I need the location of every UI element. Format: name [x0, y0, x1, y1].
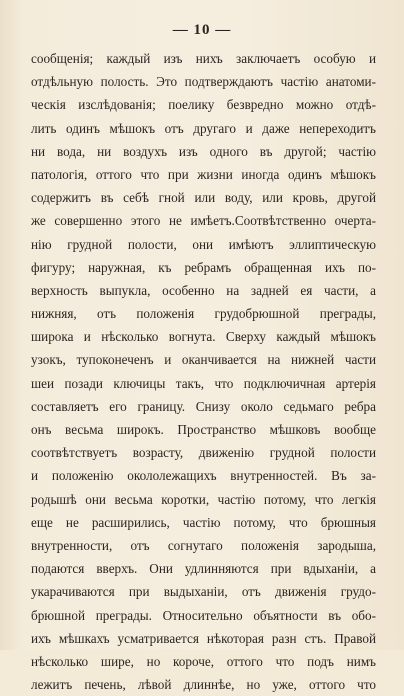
text-line: внутренности, отъ согнутаго положенія зародыша,: [31, 537, 376, 553]
text-line: же совершенно этого не имѣетъ.Соотвѣтственно очерта-: [31, 213, 376, 229]
text-line: патологія, оттого что при жизни иногда одинъ мѣшокъ: [31, 166, 376, 182]
text-line: содержитъ въ себѣ гной или воду, или кровь, другой: [31, 190, 376, 206]
text-line: верхность выпукла, особенно на задней ея части, а: [31, 282, 376, 298]
text-line: отдѣльную полость. Это подтверждаютъ частію анатоми-: [31, 74, 376, 90]
text-line: широка и нѣсколько вогнута. Сверху каждый мѣшокъ: [31, 329, 376, 345]
text-line: соотвѣтствуетъ возрасту, движенію грудной полости: [31, 445, 376, 461]
text-line: брюшной преграды. Относительно объятности въ обо-: [31, 607, 376, 623]
text-line: ческія изслѣдованія; поелику безвредно можно отдѣ-: [31, 97, 376, 113]
text-line: еще не расширились, частію потому, что брюшныя: [31, 514, 376, 530]
text-line: составляетъ его границу. Снизу около седьмаго ребра: [31, 398, 376, 414]
text-line: ихъ мѣшкахъ усматривается нѣкоторая разн стъ. Правой: [31, 630, 376, 646]
text-line: нію грудной полости, они имѣютъ эллиптическую: [31, 236, 376, 252]
text-line: шеи позади ключицы такъ, что подключичная артерія: [31, 375, 376, 391]
text-line: фигуру; наружная, къ ребрамъ обращенная ихъ по-: [31, 259, 376, 275]
text-line: узокъ, тупоконеченъ и оканчивается на нижней части: [31, 352, 376, 368]
text-line: лежитъ печень, лѣвой длиннѣе, но уже, оттого что: [31, 677, 376, 693]
text-line: и положенію окололежащихъ внутренностей. Въ за-: [31, 468, 376, 484]
text-line: укарачиваются при выдыханіи, отъ движенія грудо-: [31, 584, 376, 600]
body-text: [31, 47, 376, 696]
text-line: нѣсколько шире, но короче, оттого что подъ нимъ: [31, 653, 376, 669]
text-line: онъ весьма широкъ. Пространство мѣшковъ вообще: [31, 422, 376, 437]
text-line: подаются вверхъ. Они удлинняются при вдыханіи, а: [31, 561, 376, 577]
text-line: родышѣ они весьма коротки, частію потому, что легкія: [31, 491, 376, 507]
text-line: лить одинъ мѣшокъ отъ другаго и даже непереходитъ: [31, 120, 376, 136]
text-line: сообщенія; каждый изъ нихъ заключаетъ особую и: [31, 51, 376, 66]
text-line: ни вода, ни воздухъ изъ одного въ другой; частію: [31, 143, 376, 159]
text-line: нижняя, отъ положенія грудобрюшной преграды,: [31, 306, 376, 322]
page-number: — 10 —: [172, 22, 232, 38]
